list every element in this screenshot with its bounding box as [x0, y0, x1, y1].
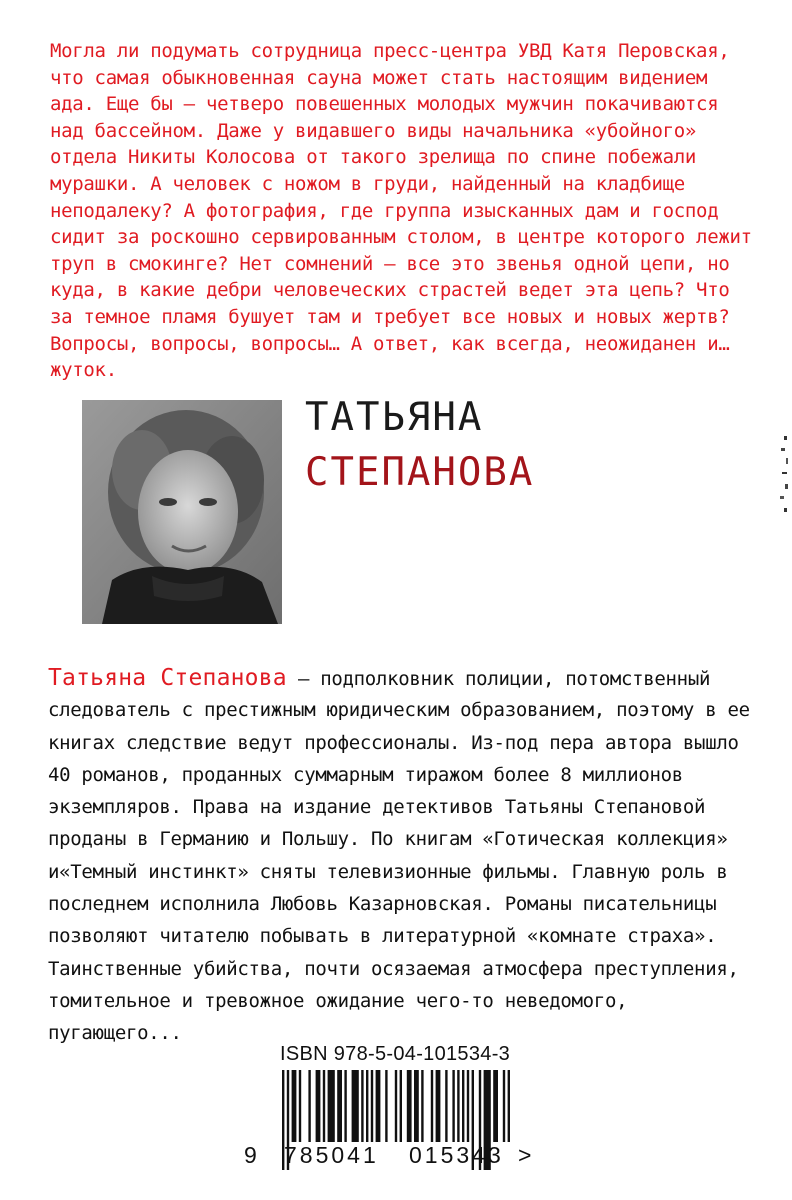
barcode-bar	[457, 1070, 459, 1142]
teaser-line: мурашки. А человек с ножом в груди, найденный на кладбище	[50, 172, 685, 195]
bio-line: 40 романов, проданных суммарным тиражом более 8 миллионов	[48, 763, 683, 786]
bio-first-line-rest: – подполковник полиции, потомственный	[286, 668, 711, 690]
teaser-line: над бассейном. Даже у видавшего виды начальника «убойного»	[50, 119, 697, 142]
barcode-bar	[400, 1070, 402, 1142]
barcode-bar	[436, 1070, 441, 1142]
barcode-bar	[344, 1070, 346, 1142]
bio-line: проданы в Германию и Польшу. По книгам «Готическая коллекция»	[48, 828, 728, 851]
barcode-bar	[493, 1070, 498, 1142]
bio-line: и«Темный инстинкт» сняты телевизионные фильмы. Главную роль в	[48, 860, 728, 883]
barcode-bar	[503, 1070, 505, 1142]
barcode-bar	[323, 1070, 325, 1142]
barcode-bar	[292, 1070, 297, 1142]
barcode-bar	[431, 1070, 433, 1142]
bio-line: пугающего...	[48, 1022, 182, 1045]
edge-scratch-mark	[770, 430, 792, 525]
barcode-bar	[299, 1070, 301, 1142]
teaser-line: ада. Еще бы – четверо повешенных молодых мужчин покачиваются	[50, 93, 719, 116]
author-last-name: СТЕПАНОВА	[305, 450, 535, 495]
author-photo	[82, 400, 282, 624]
barcode-bar	[385, 1070, 387, 1142]
barcode-bar	[376, 1070, 381, 1142]
bio-first-line	[48, 662, 768, 694]
bio-line: экземпляров. Права на издание детективов Татьяны Степановой	[48, 796, 706, 819]
bio-author-name: Татьяна Степанова	[48, 665, 287, 691]
teaser-line: труп в смокинге? Нет сомнений – все это звенья одной цепи, но	[50, 252, 730, 275]
author-portrait-icon	[82, 400, 282, 624]
barcode-bar	[452, 1070, 454, 1142]
author-bio	[48, 662, 768, 1050]
barcode-bar	[407, 1070, 412, 1142]
barcode-bar	[445, 1070, 447, 1142]
bio-line: книгах следствие ведут профессионалы. Из-под пера автора вышло	[48, 731, 739, 754]
barcode-lead-digit: 9	[244, 1142, 257, 1168]
bio-line: томительное и тревожное ожидание чего-то неведомого,	[48, 989, 628, 1012]
barcode-bar	[421, 1070, 423, 1142]
barcode-bar	[328, 1070, 335, 1142]
bio-line: последнем исполнила Любовь Казарновская. Романы писательницы	[48, 893, 717, 916]
bio-line: следователь с престижным юридическим образованием, поэтому в ее	[48, 699, 750, 722]
barcode-bar	[508, 1070, 510, 1142]
barcode-bar	[361, 1070, 363, 1142]
barcode-bar	[352, 1070, 359, 1142]
barcode-bar	[395, 1070, 397, 1142]
teaser-text	[50, 38, 750, 384]
teaser-line: сидит за роскошно сервированным столом, в центре которого лежит	[50, 226, 752, 249]
teaser-line: за темное пламя бушует там и требует все новых и новых жертв?	[50, 305, 730, 328]
barcode-bar	[467, 1070, 469, 1142]
teaser-line: что самая обыкновенная сауна может стать настоящим видением	[50, 66, 708, 89]
isbn-label: ISBN 978-5-04-101534-3	[280, 1043, 511, 1065]
barcode-bar	[366, 1070, 368, 1142]
barcode-bar	[308, 1070, 310, 1142]
author-first-name: ТАТЬЯНА	[305, 395, 484, 440]
bio-line: позволяют читателю побывать в литературной «комнате страха».	[48, 925, 717, 948]
teaser-line: куда, в какие дебри человеческих страстей ведет эта цепь? Что	[50, 279, 730, 302]
barcode-bar	[316, 1070, 321, 1142]
barcode-left-digits: 785041	[284, 1142, 379, 1168]
teaser-line: Могла ли подумать сотрудница пресс-центра УВД Катя Перовская,	[50, 40, 730, 62]
barcode-quiet-mark: >	[518, 1142, 532, 1168]
barcode-bar	[337, 1070, 342, 1142]
teaser-line: жуток.	[50, 359, 117, 382]
teaser-line: отдела Никиты Колосова от такого зрелища по спине побежали	[50, 146, 697, 169]
bio-line: Таинственные убийства, почти осязаемая атмосфера преступления,	[48, 957, 739, 980]
barcode-right-digits: 015343	[409, 1142, 504, 1168]
barcode-bar	[414, 1070, 419, 1142]
teaser-line: Вопросы, вопросы, вопросы… А ответ, как всегда, неожиданен и…	[50, 332, 730, 355]
teaser-line: неподалеку? А фотография, где группа изысканных дам и господ	[50, 199, 719, 222]
barcode-bar	[462, 1070, 464, 1142]
barcode-bar	[371, 1070, 373, 1142]
